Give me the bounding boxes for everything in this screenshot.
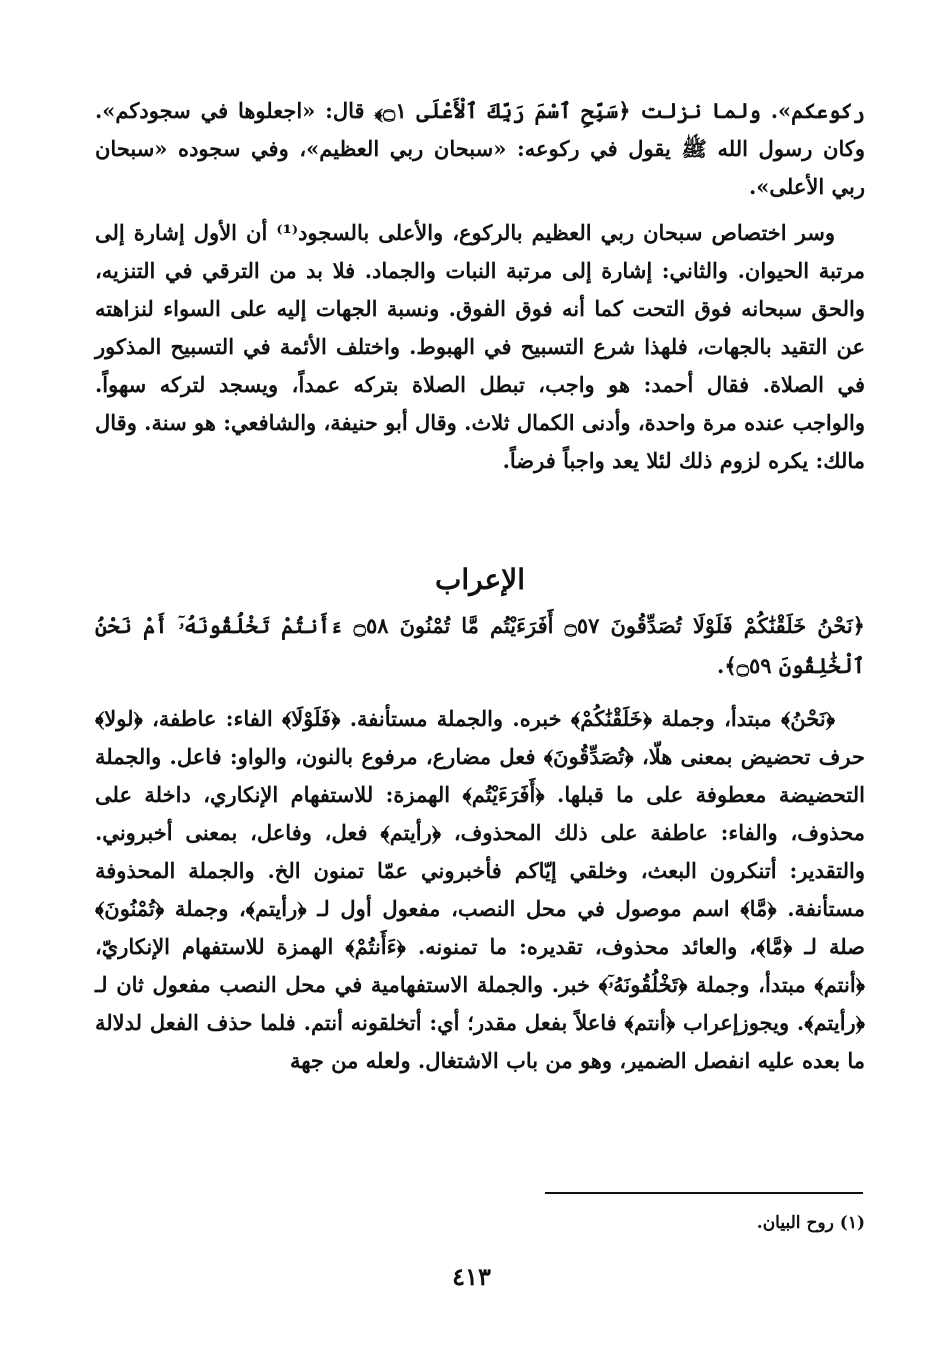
- quran-verse: ﴿نَحْنُ خَلَقْنَٰكُمْ فَلَوْلَا تُصَدِّقُونَ ۝٥٧ أَفَرَءَيْتُم مَّا تُمْنُونَ ۝٥٨ ءَأَنتُمْ تَخْلُقُونَهُۥٓ أَمْ نَحْنُ ٱلْخَٰلِقُونَ ۝٥٩﴾.: [95, 613, 865, 678]
- irab-paragraph: ﴿نَحْنُ﴾ مبتدأ، وجملة ﴿خَلَقْنَٰكُمْ﴾ خبره. والجملة مستأنفة. ﴿فَلَوْلَا﴾ الفاء: عاطفة، ﴿لولا﴾ حرف تحضيض بمعنى هلّا، ﴿تُصَدِّقُونَ﴾ فعل مضارع، مرفوع بالنون، والواو: فاعل. والجملة التحضيضة معطوفة على ما قبلها. ﴿أَفَرَءَيْتُم﴾ الهمزة: للاستفهام الإنكاري، داخلة على محذوف، والفاء: عاطفة على ذلك المحذوف، ﴿رأيتم﴾ فعل، وفاعل، بمعنى أخبروني. والتقدير: أتنكرون البعث، وخلقي إيّاكم فأخبروني عمّا تمنون الخ. والجملة المحذوفة مستأنفة. ﴿مَّا﴾ اسم موصول في محل النصب، مفعول أول لـ ﴿رأيتم﴾، وجملة ﴿تُمْنُونَ﴾ صلة لـ ﴿مَّا﴾، والعائد محذوف، تقديره: ما تمنونه. ﴿ءَأَنتُمْ﴾ الهمزة للاستفهام الإنكاريّ، ﴿أنتم﴾ مبتدأ، وجملة ﴿تَخْلُقُونَهُۥٓ﴾ خبر. والجملة الاستفهامية في محل النصب مفعول ثان لـ ﴿رأيتم﴾. ويجوزإعراب ﴿أنتم﴾ فاعلاً بفعل مقدر؛ أي: أتخلقونه أنتم. فلما حذف الفعل لدلالة ما بعده عليه انفصل الضمير، وهو من باب الاشتغال. ولعله من جهة: [95, 706, 865, 1073]
- footnote: (١) روح البيان.: [756, 1213, 865, 1233]
- footnote-divider: [545, 1192, 863, 1194]
- top-text-block: [95, 92, 865, 480]
- section-heading: الإعراب: [434, 563, 526, 596]
- page-number: ٤١٣: [452, 1262, 491, 1291]
- paragraph-tasbih-explanation: وسر اختصاص سبحان ربي العظيم بالركوع، والأعلى بالسجود⁽¹⁾ أن الأول إشارة إلى مرتبة الحيوان. والثاني: إشارة إلى مرتبة النبات والجماد. فلا بد من الترقي في التنزيه، والحق سبحانه فوق التحت كما أنه فوق الفوق. ونسبة الجهات إليه على السواء لنزاهته عن التقيد بالجهات، فلهذا شرع التسبيح في الهبوط. واختلف الأئمة في التسبيح المذكور في الصلاة. فقال أحمد: هو واجب، تبطل الصلاة بتركه عمداً، ويسجد لتركه سهواً. والواجب عنده مرة واحدة، وأدنى الكمال ثلاث. وقال أبو حنيفة، والشافعي: هو سنة. وقال مالك: يكره لزوم ذلك لئلا يعد واجباً فرضاً.: [95, 220, 865, 473]
- paragraph-continuation: ركوعكم». ولما نزلت ﴿سَبِّحِ ٱسْمَ رَبِّكَ ٱلْأَعْلَى ۝١﴾ قال: «اجعلوها في سجودكم». وكان رسول الله ﷺ يقول في ركوعه: «سبحان ربي العظيم»، وفي سجوده «سبحان ربي الأعلى».: [95, 98, 865, 199]
